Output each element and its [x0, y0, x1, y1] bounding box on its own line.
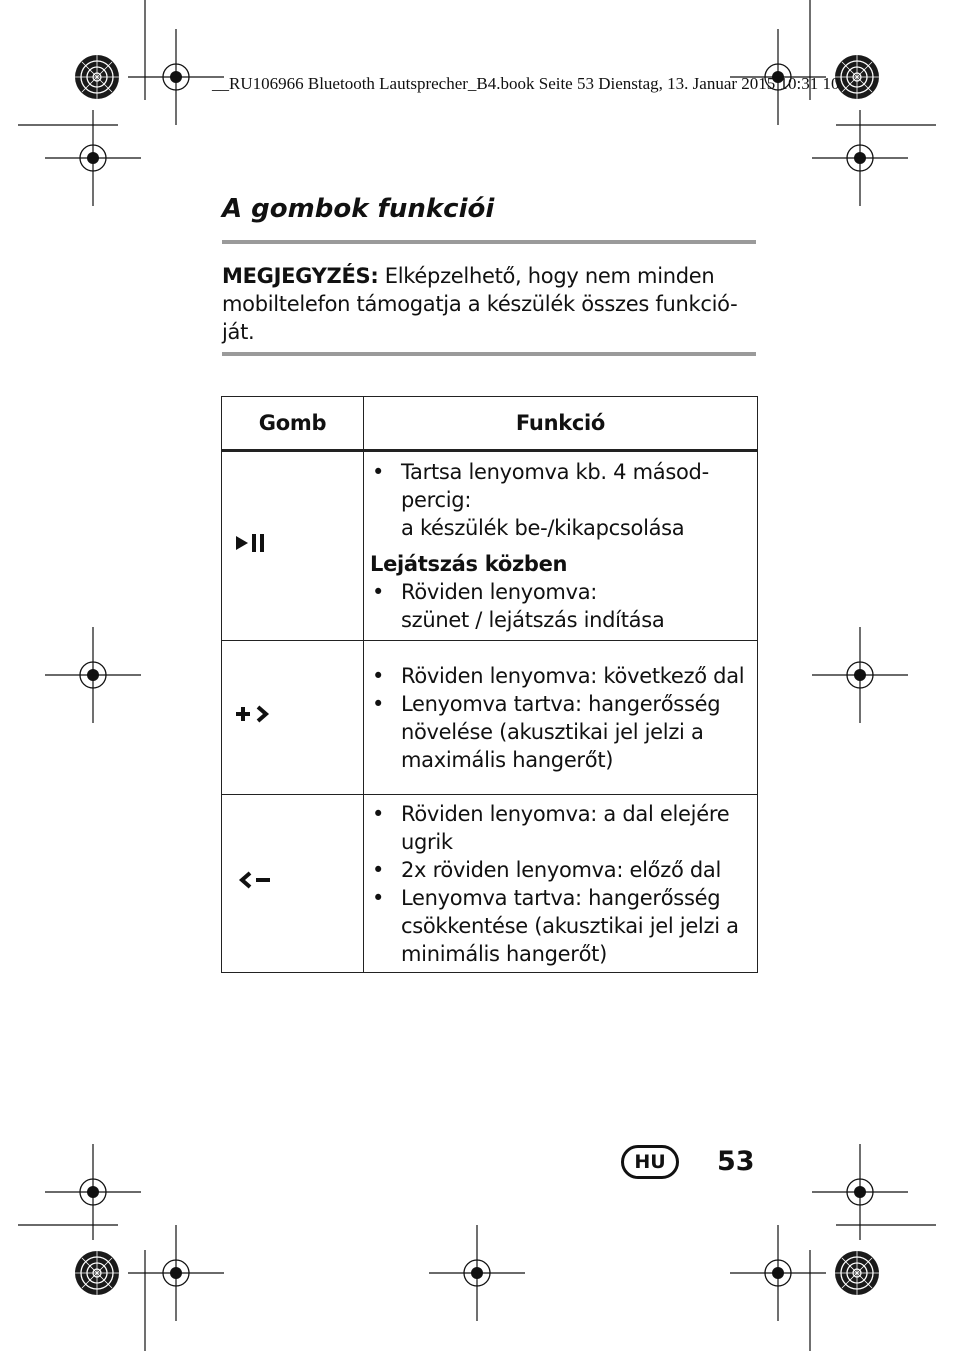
playback-subheading: Lejátszás közben	[370, 552, 568, 576]
language-badge: HU	[621, 1145, 679, 1179]
section-title: A gombok funkciói	[222, 194, 495, 224]
note-divider	[222, 352, 756, 356]
play-pause-function	[364, 451, 758, 641]
play-pause-cell	[222, 451, 364, 641]
note-text: Elképzelhető, hogy nem minden mobiltelefon támogatja a készülék összes funkció-ját.	[222, 264, 738, 344]
list-item: • Röviden lenyomva: szünet / lejátszás indítása	[370, 578, 751, 634]
print-header-line: __RU106966 Bluetooth Lautsprecher_B4.book Seite 53 Dienstag, 13. Januar 2015 10:31 10	[212, 74, 840, 93]
page-number: 53	[717, 1146, 755, 1177]
list-item: • Lenyomva tartva: hangerősség növelése (akusztikai jel jelzi a maximális hangerőt)	[370, 690, 751, 774]
list-item: • Tartsa lenyomva kb. 4 másod-percig: a készülék be-/kikapcsolása	[370, 458, 751, 542]
list-item: • 2x röviden lenyomva: előző dal	[370, 856, 751, 884]
header-function: Funkció	[364, 397, 758, 451]
note-paragraph	[222, 262, 762, 346]
table-row	[222, 795, 758, 973]
note-label: MEGJEGYZÉS:	[222, 264, 379, 288]
volume-up-function	[364, 641, 758, 795]
table-row	[222, 451, 758, 641]
volume-up-next-icon	[234, 703, 274, 725]
volume-up-cell	[222, 641, 364, 795]
title-divider	[222, 240, 756, 244]
header-button: Gomb	[222, 397, 364, 451]
button-function-table	[221, 396, 758, 973]
list-item: • Röviden lenyomva: a dal elejére ugrik	[370, 800, 751, 856]
list-item: • Lenyomva tartva: hangerősség csökkentése (akusztikai jel jelzi a minimális hangerőt)	[370, 884, 751, 968]
volume-down-cell	[222, 795, 364, 973]
table-row	[222, 641, 758, 795]
table-header-row	[222, 397, 758, 451]
play-pause-icon	[234, 532, 270, 554]
volume-down-function	[364, 795, 758, 973]
previous-volume-down-icon	[234, 869, 274, 891]
list-item: • Röviden lenyomva: következő dal	[370, 662, 751, 690]
